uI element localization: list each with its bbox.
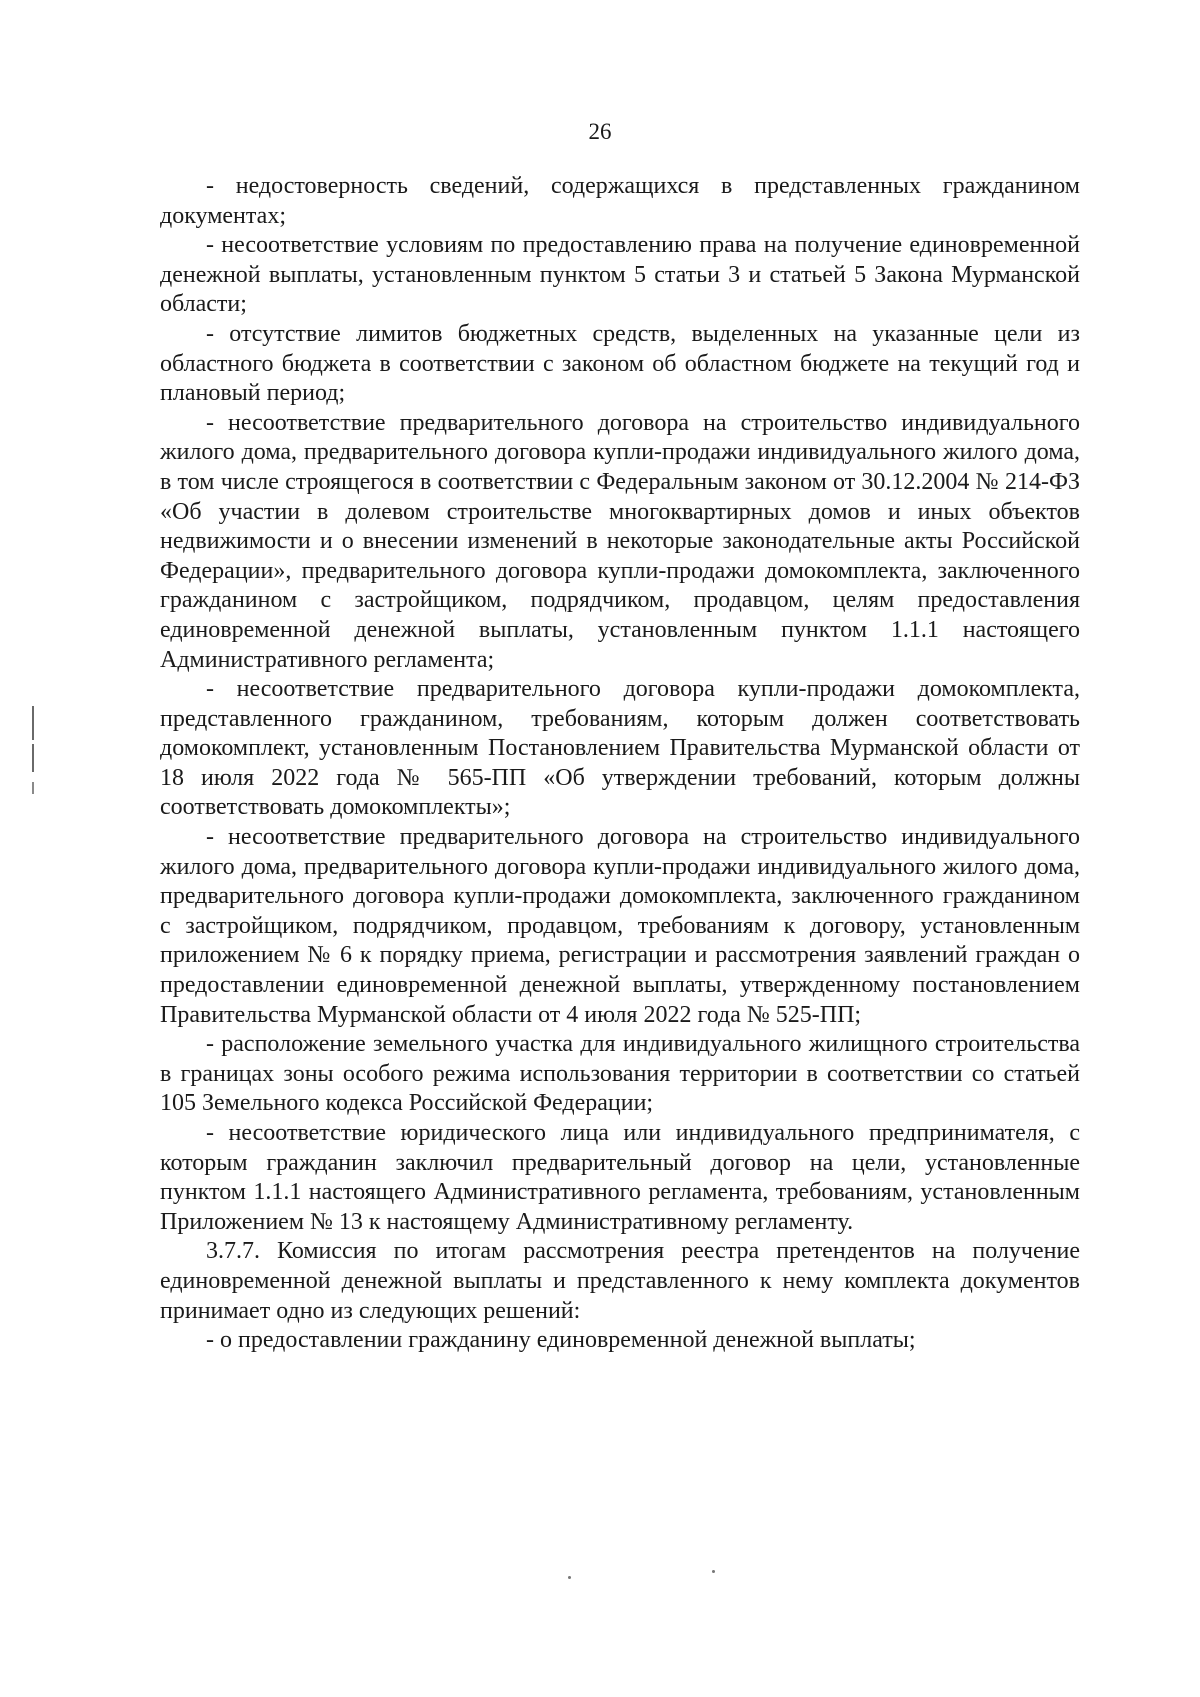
page-number: 26 <box>588 119 612 144</box>
paragraph-grant-payment: - о предоставлении гражданину единовременной денежной выплаты; <box>206 1327 916 1354</box>
paragraph-unreliable-info: - недостоверность сведений, содержащихся в представленных гражданином документах; <box>160 173 1080 229</box>
scan-margin-mark <box>32 706 34 740</box>
paragraph-conditions-mismatch: - несоответствие условиям по предоставлению права на получение единовременной денежной выплаты, установленным пунктом 5 статьи 3 и статьей 5 Закона Мурманской области; <box>160 232 1080 318</box>
paragraph-commission-decision: 3.7.7. Комиссия по итогам рассмотрения реестра претендентов на получение единовременной денежной выплаты и представленного к нему комплекта документов принимает одно из следующих решений: <box>160 1238 1080 1324</box>
scan-margin-mark <box>32 782 34 794</box>
paragraph-contract-requirements: - несоответствие предварительного договора на строительство индивидуального жилого дома, предварительного договора купли-продажи индивидуального жилого дома, предварительного договора купли-продажи домокомплекта, заключенного гражданином с застройщиком, подрядчиком, продавцом, требованиям к договору, установленным приложением № 6 к порядку приема, регистрации и рассмотрения заявлений граждан о предоставлении единовременной денежной выплаты, утвержденному постановлением Правительства Мурманской области от 4 июля 2022 года № 525-ПП; <box>160 824 1080 1028</box>
paragraph-land-plot-zone: - расположение земельного участка для индивидуального жилищного строительства в границах зоны особого режима использования территории в соответствии со статьей 105 Земельного кодекса Российской Федерации; <box>160 1031 1080 1117</box>
scan-speck <box>712 1570 715 1573</box>
paragraph-budget-limits: - отсутствие лимитов бюджетных средств, выделенных на указанные цели из областного бюджета в соответствии с законом об областном бюджете на текущий год и плановый период; <box>160 320 1080 407</box>
scan-speck <box>568 1576 571 1579</box>
paragraph-housekit-requirements: - несоответствие предварительного договора купли-продажи домокомплекта, представленного гражданином, требованиям, которым должен соответствовать домокомплект, установленным Постановлением Правительства Мурманской области от 18 июля 2022 года № 565-ПП «Об утверждении требований, которым должны соответствовать домокомплекты»; <box>160 676 1080 821</box>
scan-margin-mark <box>32 744 34 772</box>
paragraph-contractor-requirements: - несоответствие юридического лица или индивидуального предпринимателя, с которым гражданин заключил предварительный договор на цели, установленные пунктом 1.1.1 настоящего Административного регламента, требованиям, установленным Приложением № 13 к настоящему Административному регламенту. <box>160 1120 1080 1235</box>
document-body <box>160 172 1080 1356</box>
paragraph-contract-purpose-mismatch: - несоответствие предварительного договора на строительство индивидуального жилого дома, предварительного договора купли-продажи индивидуального жилого дома, в том числе строящегося в соответствии с Федеральным законом от 30.12.2004 № 214-ФЗ «Об участии в долевом строительстве многоквартирных домов и иных объектов недвижимости и о внесении изменений в некоторые законодательные акты Российской Федерации», предварительного договора купли-продажи домокомплекта, заключенного гражданином с застройщиком, подрядчиком, продавцом, целям предоставления единовременной денежной выплаты, установленным пунктом 1.1.1 настоящего Административного регламента; <box>160 409 1080 673</box>
